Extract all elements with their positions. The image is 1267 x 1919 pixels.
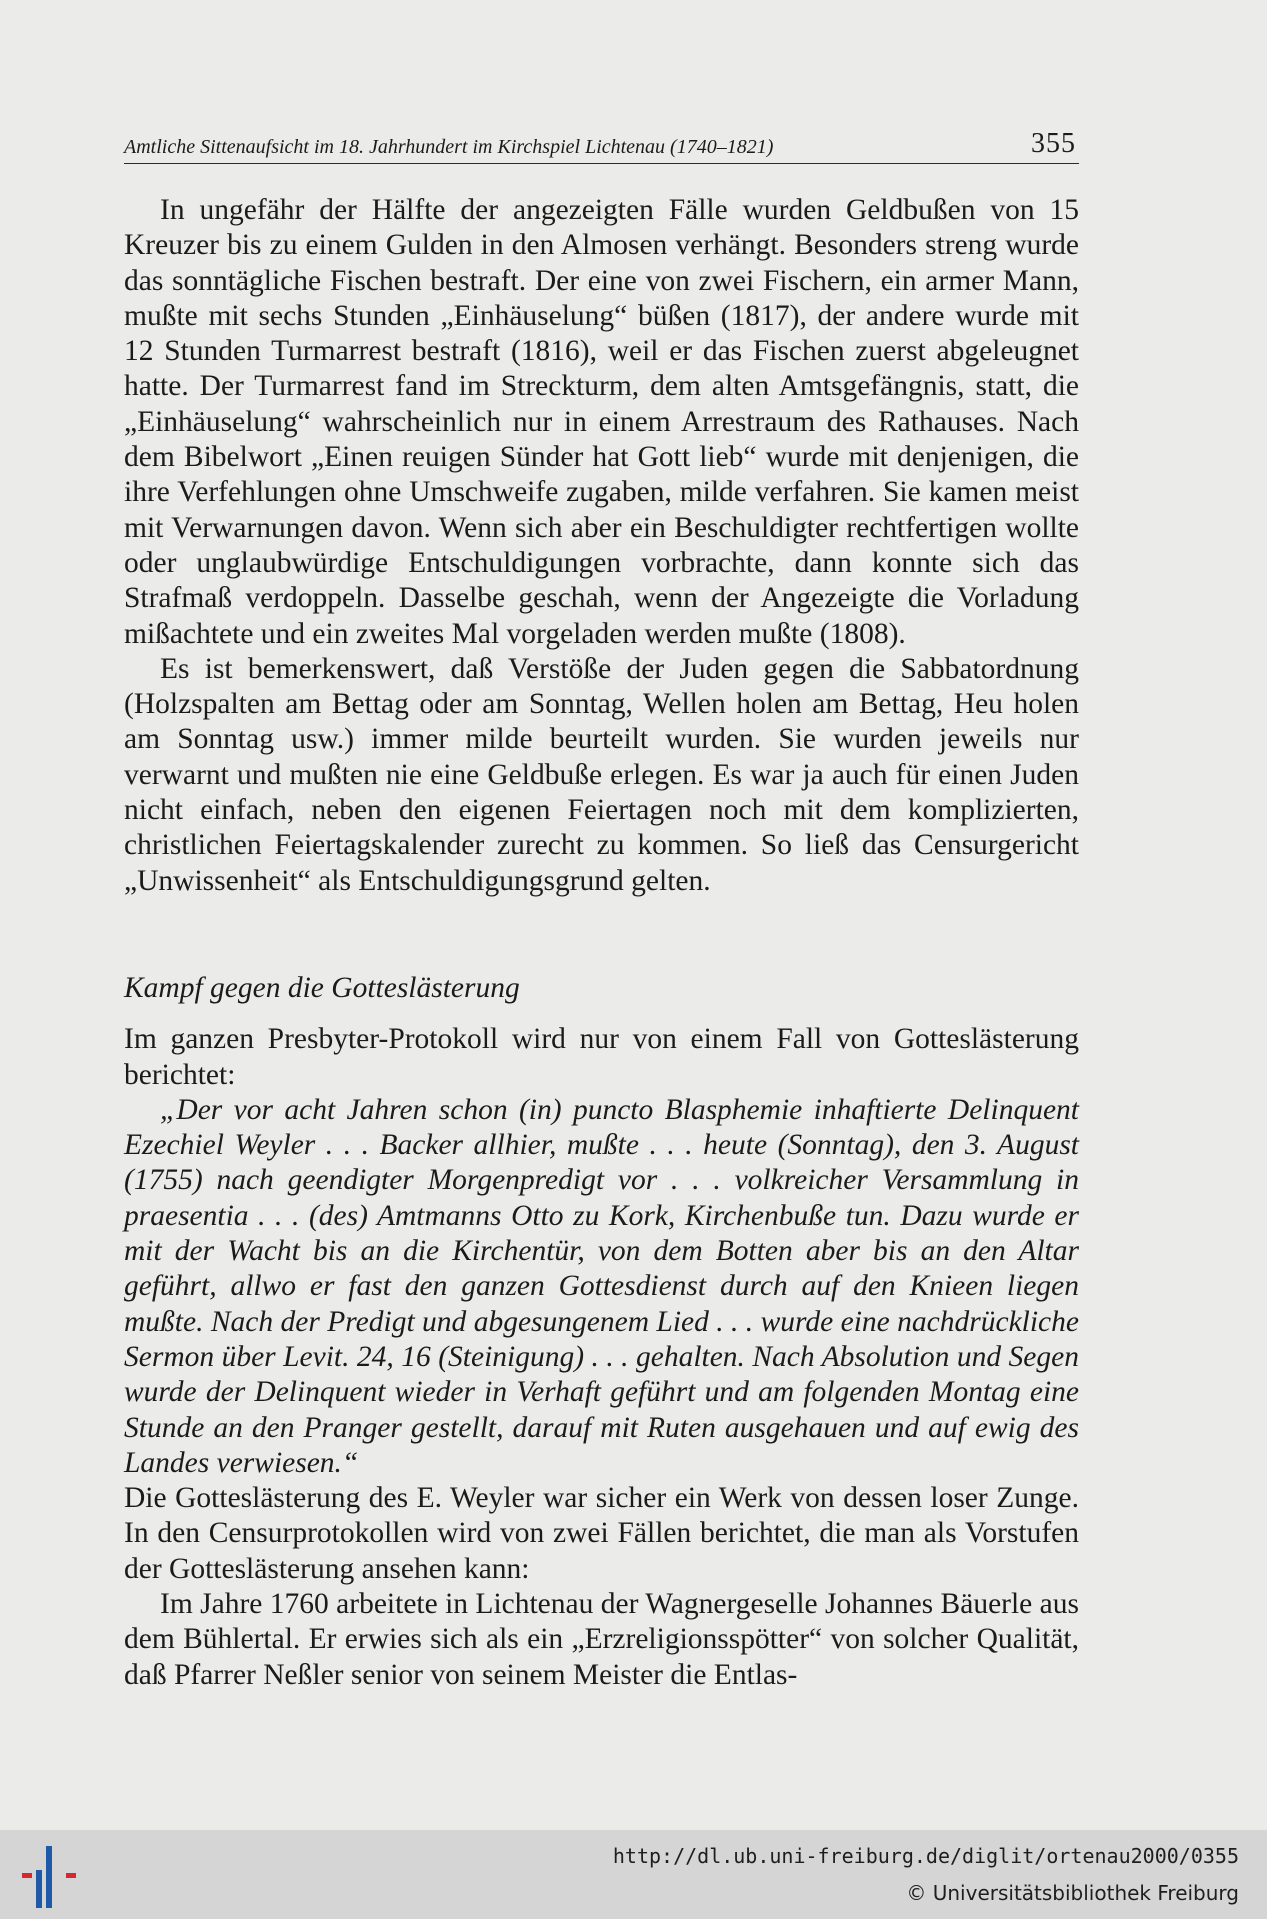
source-url-link[interactable]: http://dl.ub.uni-freiburg.de/diglit/ortenau2000/0355 xyxy=(612,1844,1239,1868)
footer-bar xyxy=(0,1830,1267,1919)
block-quote: „Der vor acht Jahren schon (in) puncto Blasphemie inhaftierte Delinquent Ezechiel Weyler . . . Backer allhier, mußte . . . heute (Sonntag), den 3. August (1755) nach geendigter Morgenpredigt vor . . . volkreicher Versammlung in praesentia . . . (des) Amtmanns Otto zu Kork, Kirchenbuße tun. Dazu wurde er mit der Wacht bis an die Kirchentür, von dem Botten aber bis an den Altar geführt, allwo er fast den ganzen Gottesdienst durch auf den Knieen liegen mußte. Nach der Predigt und abgesungenem Lied . . . wurde eine nachdrückliche Sermon über Levit. 24, 16 (Steinigung) . . . gehalten. Nach Absolution und Segen wurde der Delinquent wieder in Verhaft geführt und am folgenden Montag eine Stunde an den Pranger gestellt, darauf mit Ruten ausgehauen und auf ewig des Landes verwiesen.“ xyxy=(124,1093,1079,1479)
page-number: 355 xyxy=(1031,128,1076,159)
running-head: Amtliche Sittenaufsicht im 18. Jahrhundert im Kirchspiel Lichtenau (1740–1821) xyxy=(124,136,774,158)
page-header xyxy=(124,125,1079,164)
paragraph-jews-sabbath: Es ist bemerkenswert, daß Verstöße der Juden gegen die Sabbatordnung (Holzspalten am Bettag oder am Sonntag, Wellen holen am Bettag, Heu holen am Sonntag usw.) immer milde beurteilt wurden. Sie wurden jeweils nur verwarnt und mußten nie eine Geldbuße erlegen. Es war ja auch für einen Juden nicht einfach, neben den eigenen Feiertagen noch mit dem komplizierten, christlichen Feiertagskalender zurecht zu kommen. So ließ das Censurgericht „Unwissenheit“ als Entschuldigungsgrund gelten. xyxy=(124,652,1079,897)
text-body xyxy=(124,193,1079,1693)
paragraph-blasphemy-intro: Im ganzen Presbyter-Protokoll wird nur von einem Fall von Gotteslästerung berichtet: xyxy=(124,1023,1079,1091)
section-title: Kampf gegen die Gotteslästerung xyxy=(124,971,520,1004)
copyright-notice: © Universitätsbibliothek Freiburg xyxy=(906,1881,1239,1905)
paragraph-baeuerle: Im Jahre 1760 arbeitete in Lichtenau der Wagnergeselle Johannes Bäuerle aus dem Bühlertal. Er erwies sich als ein „Erzreligionsspötter“ von solcher Qualität, daß Pfarrer Neßler senior von seinem Meister die Entlas- xyxy=(124,1587,1079,1691)
paragraph-fines: In ungefähr der Hälfte der angezeigten Fälle wurden Geldbußen von 15 Kreuzer bis zu einem Gulden in den Almosen verhängt. Besonders streng wurde das sonntägliche Fischen bestraft. Der eine von zwei Fischern, ein armer Mann, mußte mit sechs Stunden „Einhäuselung“ büßen (1817), der andere wurde mit 12 Stunden Turmarrest bestraft (1816), weil er das Fischen zuerst abgeleugnet hatte. Der Turmarrest fand im Streckturm, dem alten Amtsgefängnis, statt, die „Einhäuselung“ wahrscheinlich nur in einem Arrestraum des Rathauses. Nach dem Bibelwort „Einen reuigen Sünder hat Gott lieb“ wurde mit denjenigen, die ihre Verfehlungen ohne Umschweife zugaben, milde verfahren. Sie kamen meist mit Verwarnungen davon. Wenn sich aber ein Beschuldigter rechtfertigen wollte oder unglaubwürdige Entschuldigungen vorbrachte, dann konnte sich das Strafmaß verdoppeln. Dasselbe geschah, wenn der Angezeigte die Vorladung mißachtete und ein zweites Mal vorgeladen werden mußte (1808). xyxy=(124,194,1079,650)
ub-freiburg-logo-icon xyxy=(14,1844,84,1910)
paragraph-weyler: Die Gotteslästerung des E. Weyler war sicher ein Werk von dessen loser Zunge. In den Censurprotokollen wird von zwei Fällen berichtet, die man als Vorstufen der Gotteslästerung ansehen kann: xyxy=(124,1482,1079,1585)
